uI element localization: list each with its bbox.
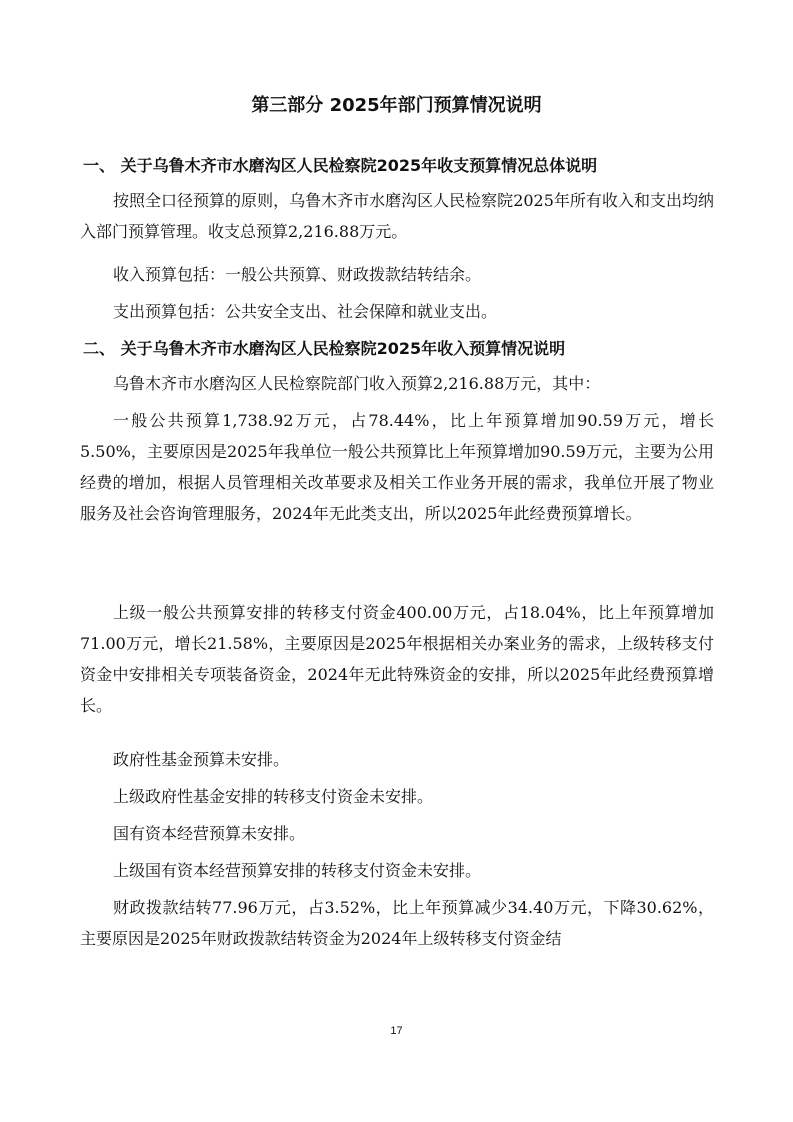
page-title: 第三部分 2025年部门预算情况说明 (251, 95, 542, 116)
section-heading-1: 一、 关于乌鲁木齐市水磨沟区人民检察院2025年收支预算情况总体说明 (83, 156, 598, 175)
paragraph-government-fund-transfer: 上级政府性基金安排的转移支付资金未安排。 (113, 787, 434, 806)
paragraph-general-public-budget: 一般公共预算1,738.92万元，占78.44%，比上年预算增加90.59万元，增长5.50%，主要原因是2025年我单位一般公共预算比上年预算增加90.59万元，主要为公用经费的增加，根据人员管理相关改革要求及相关工作业务开展的需求，我单位开展了物业服务及社会咨询管理服务，2024年无此类支出，所以2025年此经费预算增长。 (80, 411, 714, 523)
paragraph-state-capital: 国有资本经营预算未安排。 (113, 824, 306, 843)
paragraph-expense-items: 支出预算包括：公共安全支出、社会保障和就业支出。 (113, 302, 498, 321)
page-number: 17 (390, 1025, 403, 1037)
paragraph-income-total: 乌鲁木齐市水磨沟区人民检察院部门收入预算2,216.88万元，其中： (113, 374, 601, 393)
paragraph-state-capital-transfer: 上级国有资本经营预算安排的转移支付资金未安排。 (113, 861, 482, 880)
section-heading-2: 二、 关于乌鲁木齐市水磨沟区人民检察院2025年收入预算情况说明 (83, 339, 566, 358)
paragraph-government-fund: 政府性基金预算未安排。 (113, 750, 290, 769)
paragraph-income-items: 收入预算包括：一般公共预算、财政拨款结转结余。 (113, 265, 482, 284)
paragraph-transfer-payment: 上级一般公共预算安排的转移支付资金400.00万元，占18.04%，比上年预算增加71.00万元，增长21.58%，主要原因是2025年根据相关办案业务的需求，上级转移支付资金中安排相关专项装备资金，2024年无此特殊资金的安排，所以2025年此经费预算增长。 (80, 603, 714, 715)
paragraph-carryover: 财政拨款结转77.96万元，占3.52%，比上年预算减少34.40万元，下降30.62%，主要原因是2025年财政拨款结转资金为2024年上级转移支付资金结 (80, 898, 714, 948)
paragraph-budget-principle: 按照全口径预算的原则，乌鲁木齐市水磨沟区人民检察院2025年所有收入和支出均纳入部门预算管理。收支总预算2,216.88万元。 (80, 191, 714, 241)
